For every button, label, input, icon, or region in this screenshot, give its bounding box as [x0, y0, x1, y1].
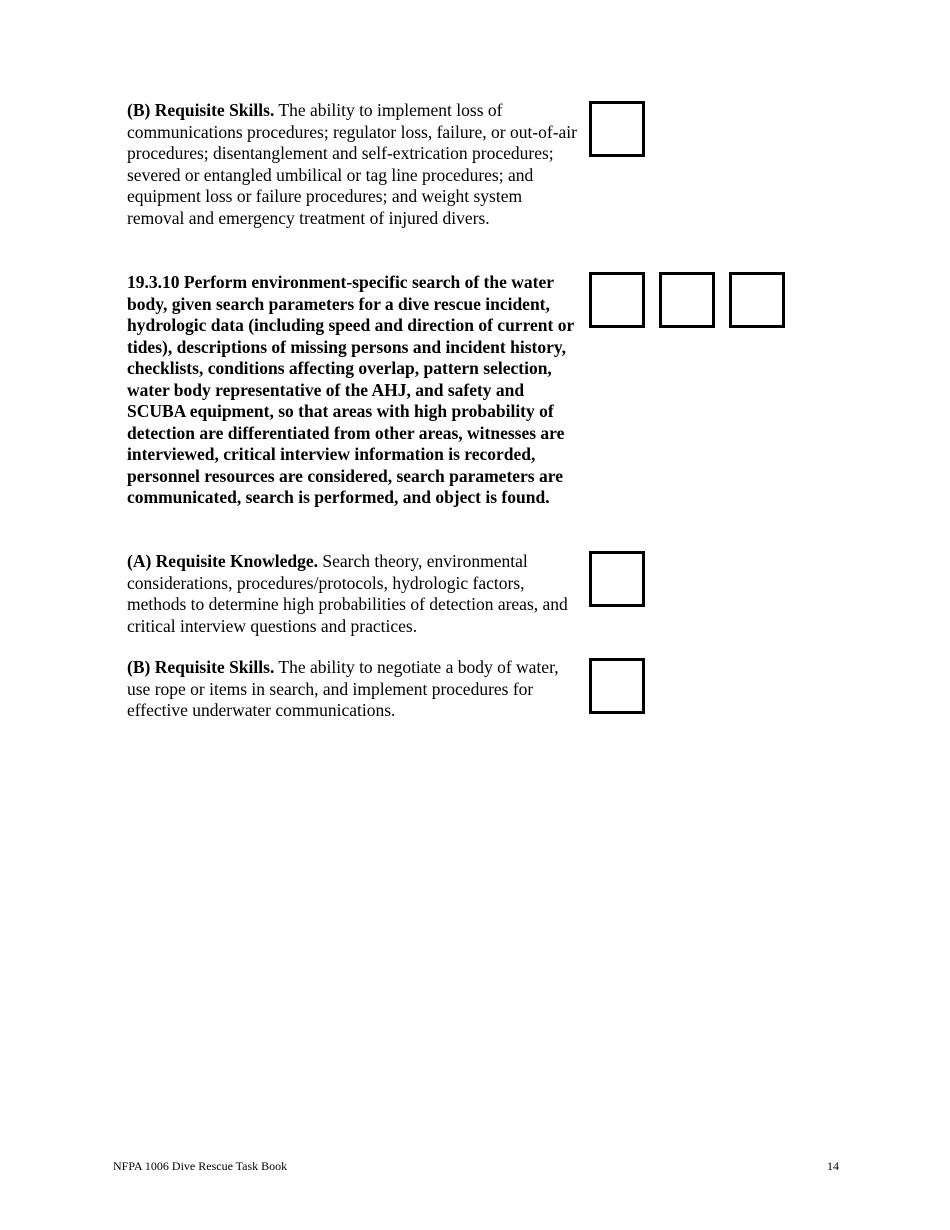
section-lead: (A) Requisite Knowledge. [127, 551, 319, 571]
checkbox[interactable] [659, 272, 715, 328]
section-lead: (B) Requisite Skills. [127, 657, 275, 677]
section-skills-2 [127, 657, 579, 722]
page-number: 14 [827, 1159, 839, 1173]
section-text: The ability to negotiate a body of water, use rope or items in search, and implement procedures for effective underwater communications. [127, 657, 559, 720]
checkbox[interactable] [589, 658, 645, 714]
section-jpr-19-3-10 [127, 272, 579, 509]
checkbox[interactable] [589, 272, 645, 328]
section-skills-1 [127, 100, 579, 229]
footer-title: NFPA 1006 Dive Rescue Task Book [113, 1159, 288, 1173]
section-text: Search theory, environmental considerations, procedures/protocols, hydrologic factors, methods to determine high probabilities of detection areas, and critical interview questions and practices. [127, 551, 568, 636]
checkbox[interactable] [729, 272, 785, 328]
section-lead: (B) Requisite Skills. [127, 100, 275, 120]
checkbox[interactable] [589, 101, 645, 157]
section-knowledge [127, 551, 579, 637]
checkbox[interactable] [589, 551, 645, 607]
section-text: 19.3.10 Perform environment-specific search of the water body, given search parameters for a dive rescue incident, hydrologic data (including speed and direction of current or tides), descriptions of missing persons and incident history, checklists, conditions affecting overlap, pattern selection, water body representative of the AHJ, and safety and SCUBA equipment, so that areas with high probability of detection are differentiated from other areas, witnesses are interviewed, critical interview information is recorded, personnel resources are considered, search parameters are communicated, search is performed, and object is found. [127, 272, 574, 507]
section-text: The ability to implement loss of communications procedures; regulator loss, failure, or out-of-air procedures; disentanglement and self-extrication procedures; severed or entangled umbilical or tag line procedures; and equipment loss or failure procedures; and weight system removal and emergency treatment of injured divers. [127, 100, 577, 228]
